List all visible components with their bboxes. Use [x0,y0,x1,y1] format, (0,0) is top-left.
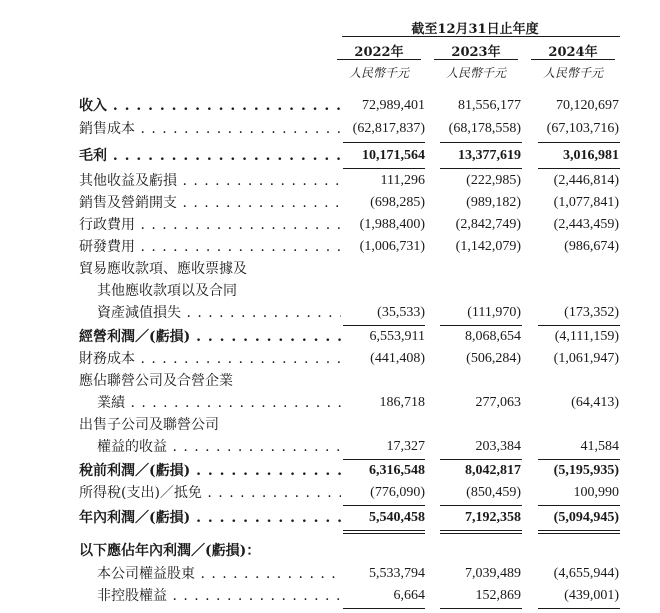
value-2022: 6,664 [393,588,425,603]
value-2024: 100,990 [573,485,619,500]
value-2023: 8,068,654 [465,329,521,344]
value-2024: (173,352) [564,305,619,320]
table-row [0,170,660,192]
value-2023: 8,042,817 [465,463,521,478]
value-2022: (62,817,837) [352,121,425,136]
table-row [0,482,660,504]
row-label: 財務成本 . . . [79,348,341,370]
value-2024: 3,016,981 [563,148,619,163]
row-label: 所得稅(支出)／抵免 . . . [79,482,341,504]
value-2022: 5,540,458 [369,510,425,525]
subtotal-rule [538,168,620,169]
table-row [0,118,660,140]
value-2024: 70,120,697 [556,98,619,113]
row-label: 應佔聯營公司及合營企業 [79,373,233,389]
value-2022: 17,327 [386,439,425,454]
row-label: 研發費用 . . . [79,236,341,258]
value-2022: 10,171,564 [362,148,425,163]
table-row [0,392,660,414]
table-row [0,302,660,324]
unit-label: 人民幣千元 [542,66,603,80]
value-2023: (506,284) [466,351,521,366]
value-2024: (1,077,841) [553,195,619,210]
subtotal-rule [343,505,425,506]
value-2023: (111,970) [467,305,521,320]
value-2022: 186,718 [379,395,425,410]
row-label: 資產減值損失 . . . [97,302,341,324]
year-rule [337,59,421,60]
value-2024: (4,655,944) [553,566,619,581]
table-row [0,95,660,117]
value-2023: (1,142,079) [455,239,521,254]
unit-label: 人民幣千元 [445,66,506,80]
value-2024: (439,001) [564,588,619,603]
value-2022: 72,989,401 [362,98,425,113]
value-2022: 111,296 [380,173,425,188]
row-label: 稅前利潤／(虧損) . . . [79,460,341,482]
value-2024: (2,443,459) [553,217,619,232]
total-rule [343,530,425,531]
subtotal-rule [343,168,425,169]
value-2022: 6,553,911 [369,329,425,344]
unit-label: 人民幣千元 [348,66,409,80]
table-row [0,280,660,302]
value-2023: (68,178,558) [448,121,521,136]
value-2024: (5,094,945) [553,510,619,525]
row-label: 收入 . . . [79,95,341,117]
table-row [0,370,660,392]
row-label: 銷售成本 . . . [79,118,341,140]
row-label: 其他收益及虧損 . . . [79,170,341,192]
table-row [0,460,660,482]
value-2023: 13,377,619 [458,148,521,163]
period-header: 截至12月31日止年度 [411,22,539,37]
value-2023: 203,384 [475,439,521,454]
row-label: 權益的收益 . . . [97,436,341,458]
row-label: 銷售及營銷開支 . . . [79,192,341,214]
total-rule [440,608,522,609]
table-row [0,214,660,236]
table-row [0,192,660,214]
subtotal-rule [440,168,522,169]
row-label: 毛利 . . . [79,145,341,167]
value-2024: (5,195,935) [553,463,619,478]
year-2023-header: 2023年 [451,45,501,60]
row-label: 其他應收款項以及合同 [97,283,237,299]
value-2023: 152,869 [475,588,521,603]
subtotal-rule [440,142,522,143]
value-2022: (1,988,400) [359,217,425,232]
value-2022: 5,533,794 [369,566,425,581]
table-row [0,326,660,348]
section-heading: 以下應佔年內利潤／(虧損)： [79,543,261,559]
table-row [0,348,660,370]
table-row [0,436,660,458]
value-2024: (67,103,716) [546,121,619,136]
table-row [0,507,660,529]
value-2024: (986,674) [564,239,619,254]
value-2023: (850,459) [466,485,521,500]
year-rule [434,59,518,60]
table-row [0,585,660,607]
row-label: 行政費用 . . . [79,214,341,236]
subtotal-rule [343,142,425,143]
value-2024: (1,061,947) [553,351,619,366]
subtotal-rule [538,505,620,506]
total-rule [538,530,620,531]
value-2024: (4,111,159) [554,329,619,344]
year-2022-header: 2022年 [354,45,404,60]
value-2023: 277,063 [475,395,521,410]
row-label: 業績 . . . [97,392,341,414]
total-rule [440,530,522,531]
value-2022: (776,090) [370,485,425,500]
value-2024: 41,584 [580,439,619,454]
value-2022: (1,006,731) [359,239,425,254]
row-label: 貿易應收款項、應收票據及 [79,261,247,277]
table-row [0,258,660,280]
value-2023: (989,182) [466,195,521,210]
row-label: 年內利潤／(虧損) . . . [79,507,341,529]
total-rule [538,533,620,534]
year-rule [531,59,615,60]
value-2024: (64,413) [571,395,619,410]
row-label: 非控股權益 . . . [97,585,341,607]
total-rule [343,533,425,534]
total-rule [343,608,425,609]
total-rule [538,608,620,609]
table-row [0,414,660,436]
subtotal-rule [538,142,620,143]
value-2023: 81,556,177 [458,98,521,113]
row-label: 出售子公司及聯營公司 [79,417,219,433]
value-2023: 7,039,489 [465,566,521,581]
value-2022: (441,408) [370,351,425,366]
table-row [0,540,660,562]
value-2023: (2,842,749) [455,217,521,232]
value-2022: 6,316,548 [369,463,425,478]
value-2022: (35,533) [377,305,425,320]
subtotal-rule [440,505,522,506]
table-row [0,563,660,585]
value-2023: 7,192,358 [465,510,521,525]
value-2023: (222,985) [466,173,521,188]
total-rule [440,533,522,534]
row-label: 本公司權益股東 . . . [97,563,341,585]
period-header-rule [342,36,620,37]
table-row [0,145,660,167]
value-2022: (698,285) [370,195,425,210]
year-2024-header: 2024年 [548,45,598,60]
row-label: 經營利潤／(虧損) . . . [79,326,341,348]
value-2024: (2,446,814) [553,173,619,188]
table-row [0,236,660,258]
